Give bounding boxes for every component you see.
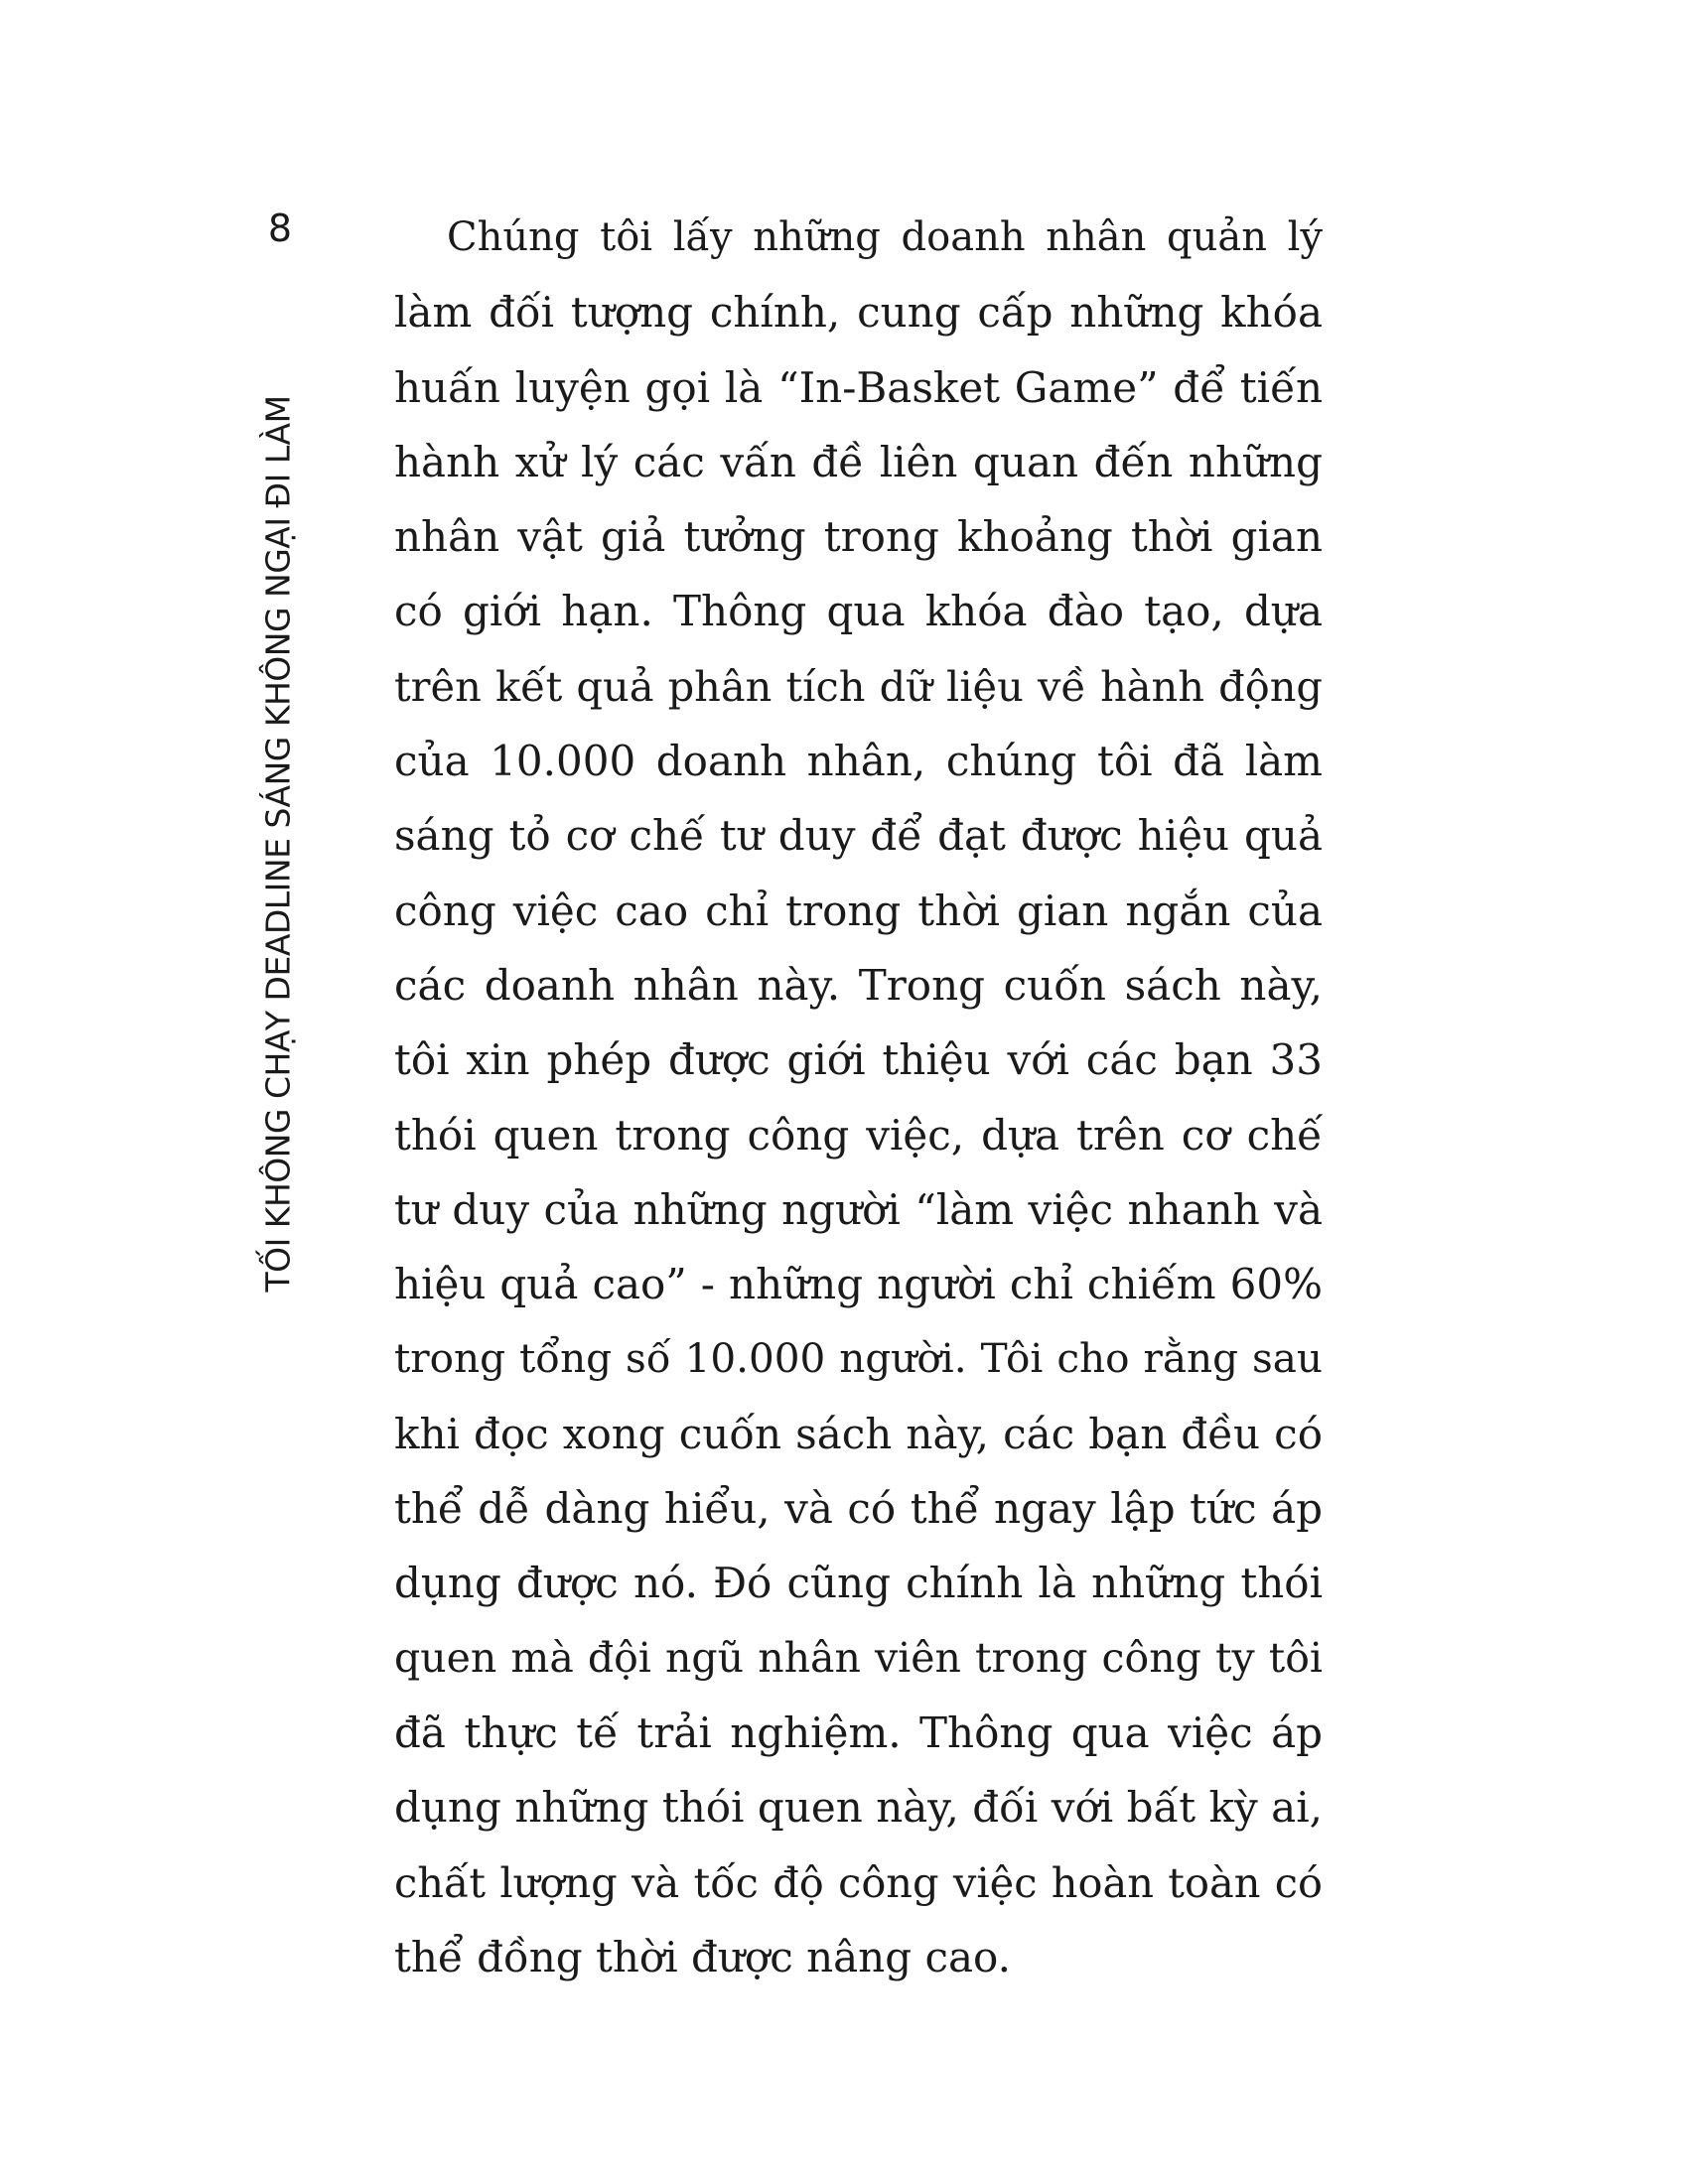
text-line: khi đọc xong cuốn sách này, các bạn đều có — [394, 1409, 1323, 1458]
text-line: tôi xin phép được giới thiệu với các bạn 33 — [394, 1035, 1323, 1085]
text-line: trong tổng số 10.000 người. Tôi cho rằng sau — [394, 1334, 1323, 1383]
body-paragraph — [394, 201, 1323, 1994]
text-line: thể đồng thời được nâng cao. — [394, 1932, 1011, 1981]
text-line: hành xử lý các vấn đề liên quan đến những — [394, 437, 1323, 486]
page-number: 8 — [267, 206, 293, 250]
text-line: thói quen trong công việc, dựa trên cơ chế — [394, 1110, 1323, 1160]
running-head: TỐI KHÔNG CHẠY DEADLINE SÁNG KHÔNG NGẠI ĐI LÀM — [258, 395, 298, 1293]
text-line: công việc cao chỉ trong thời gian ngắn của — [394, 886, 1323, 935]
text-line: chất lượng và tốc độ công việc hoàn toàn có — [394, 1857, 1323, 1907]
text-line: quen mà đội ngũ nhân viên trong công ty tôi — [394, 1633, 1323, 1682]
text-line: các doanh nhân này. Trong cuốn sách này, — [394, 960, 1323, 1010]
text-line: huấn luyện gọi là “In-Basket Game” để tiến — [394, 362, 1323, 412]
text-line: trên kết quả phân tích dữ liệu về hành động — [394, 661, 1323, 711]
text-line: của 10.000 doanh nhân, chúng tôi đã làm — [394, 737, 1323, 786]
text-line: dụng được nó. Đó cũng chính là những thói — [394, 1559, 1323, 1608]
text-line: dụng những thói quen này, đối với bất kỳ ai, — [394, 1783, 1323, 1833]
text-line: làm đối tượng chính, cung cấp những khóa — [394, 288, 1323, 338]
text-line: nhân vật giả tưởng trong khoảng thời gian — [394, 512, 1323, 562]
text-line: đã thực tế trải nghiệm. Thông qua việc áp — [394, 1707, 1323, 1757]
text-line: Chúng tôi lấy những doanh nhân quản lý — [447, 214, 1323, 260]
text-line: hiệu quả cao” - những người chỉ chiếm 60% — [394, 1260, 1323, 1309]
text-line: sáng tỏ cơ chế tư duy để đạt được hiệu quả — [394, 811, 1323, 861]
text-line: tư duy của những người “làm việc nhanh và — [394, 1184, 1323, 1234]
text-line: thể dễ dàng hiểu, và có thể ngay lập tức áp — [394, 1484, 1323, 1534]
text-line: có giới hạn. Thông qua khóa đào tạo, dựa — [394, 587, 1323, 636]
